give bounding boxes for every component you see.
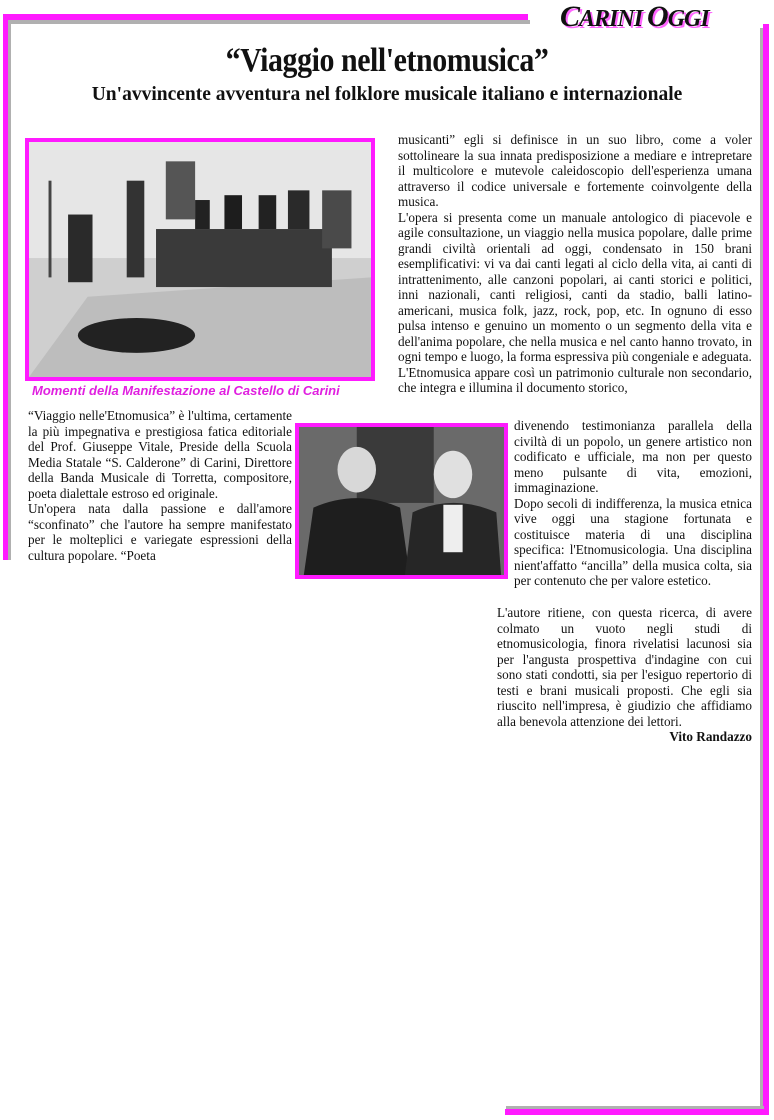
photo-caption: Momenti della Manifestazione al Castello di Carini: [32, 383, 340, 398]
paragraph: Un'opera nata dalla passione e dall'amore “sconfinato” che l'autore ha sempre manifestato per le molteplici e variegate espressioni della cultura popolare. “Poeta: [28, 501, 292, 563]
paragraph: “Viaggio nelle'Etnomusica” è l'ultima, certamente la più impegnativa e prestigiosa fatica editoriale del Prof. Giuseppe Vitale, Preside della Scuola Media Statale “S. Calderone” di Carini, Direttore della Banda Musicale di Torretta, compositore, poeta dialettale estroso ed originale.: [28, 408, 292, 501]
frame-top-bar: [3, 14, 528, 20]
article-title: “Viaggio nell'etnomusica”: [225, 42, 549, 79]
paragraph: L'autore ritiene, con questa ricerca, di avere colmato un vuoto negli studi di etnomusicologia, finora rivelatisi lacunosi sia per l'angusta prospettiva d'indagine con cui sono stati condotti, sia per l'esiguo repertorio di testi e brani musicali proposti. Che egli sia riuscito nell'impresa, è giudizio che affidiamo alla benevola attenzione dei lettori.: [497, 605, 752, 729]
paragraph: divenendo testimonianza parallela della civiltà di un popolo, un genere artistico non codificato e ufficiale, ma non per questo meno pulsante di vita, emozioni, immaginazione.: [514, 418, 752, 495]
paragraph: Dopo secoli di indifferenza, la musica etnica vive oggi una stagione fortunata e costituisce materia di una disciplina specifica: l'Etnomusicologia. Una disciplina nient'affatto “ancilla” della musica colta, sia per contenuto che per valore estetico.: [514, 495, 752, 588]
paragraph: musicanti” egli si definisce in un suo libro, come a voler sottolineare la sua innata predisposizione a mediare e intrepretare il multicolore e mutevole caleidoscopio dell'esperienza umana attraverso il codice universale e fortemente coinvolgente della musica.: [398, 132, 752, 209]
photo-event-castle: [25, 138, 375, 381]
paragraph: L'Etnomusica appare così un patrimonio culturale non secondario, che integra e illumina il documento storico,: [398, 364, 752, 395]
right-column-top: [398, 132, 752, 396]
right-column-bottom: [497, 605, 752, 745]
author-signature: Vito Randazzo: [669, 729, 752, 744]
left-column: [28, 408, 292, 563]
article-subtitle: Un'avvincente avventura nel folklore musicale italiano e internazionale: [91, 84, 683, 105]
right-column-middle: [514, 418, 752, 589]
paragraph: L'opera si presenta come un manuale antologico di piacevole e agile consultazione, un viaggio nella musica popolare, dalle prime grandi civiltà orientali ad oggi, condensato in 150 brani esemplificativi: vi va dai canti legati al ciclo della vita, ai canti di intrattenimento, alle canzoni popolari, ai canti storici e politici, inni nazionali, canti religiosi, canti da stadio, balli latino-americani, musica folk, jazz, rock, pop, etc. In ognuno di esso pulsa intenso e genuino un momento o un segmento della vita e dell'anima popolare, che nella musica e nel canto hanno trovato, in ogni tempo e luogo, la forma espressiva più congeniale e adeguata.: [398, 209, 752, 364]
frame-shadow-top: [10, 20, 530, 24]
photo-two-men: [295, 423, 508, 579]
frame-bottom-bar: [505, 1109, 769, 1115]
masthead-logo: CARINI OGGI: [560, 0, 709, 33]
frame-right-bar: [763, 24, 769, 1115]
